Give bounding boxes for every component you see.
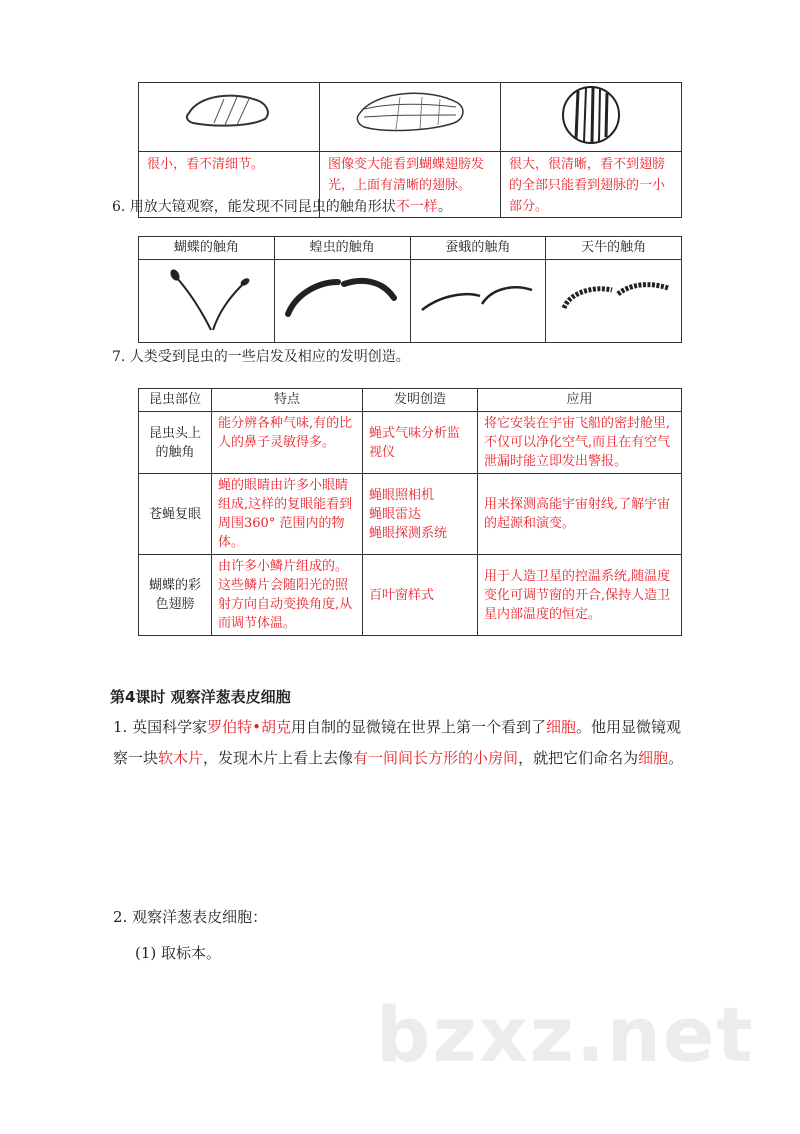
- magnifier-text-1: 很小，看不清细节。: [139, 152, 320, 218]
- table-row: [139, 474, 682, 555]
- row3-invention: 百叶窗样式: [363, 555, 478, 636]
- row1-application: 将它安装在宇宙飞船的密封舱里,不仅可以净化空气,而且在有空气泄漏时能立即发出警报。: [478, 412, 682, 474]
- antennae-table: [138, 236, 682, 343]
- row3-application: 用于人造卫星的控温系统,随温度变化可调节窗的开合,保持人造卫星内部温度的恒定。: [478, 555, 682, 636]
- silkmoth-antennae-image: [410, 260, 546, 343]
- p1-answer-5: 细胞: [638, 749, 669, 767]
- locust-antennae-image: [274, 260, 410, 343]
- antennae-header-locust: 蝗虫的触角: [274, 237, 410, 260]
- row3-feature: 由许多小鳞片组成的。这些鳞片会随阳光的照射方向自动变换角度,从而调节体温。: [212, 555, 363, 636]
- row2-invention: [363, 474, 478, 555]
- antennae-header-butterfly: 蝴蝶的触角: [139, 237, 275, 260]
- p1-text-2: 用自制的显微镜在世界上第一个看到了: [290, 718, 546, 736]
- wing-large-image: [501, 83, 682, 152]
- p1-text-1: 1. 英国科学家: [113, 718, 208, 736]
- antennae-header-longhorn: 天牛的触角: [546, 237, 682, 260]
- magnifier-text-3: 很大，很清晰，看不到翅膀的全部只能看到翅脉的一小部分。: [501, 152, 682, 218]
- question-7: 7. 人类受到昆虫的一些启发及相应的发明创造。: [112, 349, 410, 365]
- butterfly-antennae-image: [139, 260, 275, 343]
- p1-answer-1: 罗伯特•胡克: [207, 718, 291, 736]
- p1-answer-3: 软木片: [158, 749, 204, 767]
- row1-part: 昆虫头上的触角: [139, 412, 212, 474]
- watermark: bzxz.net: [376, 990, 755, 1079]
- row2-invention-line-1: 蝇眼照相机: [369, 487, 435, 503]
- row2-feature: 蝇的眼睛由许多小眼睛组成,这样的复眼能看到周围360° 范围内的物体。: [212, 474, 363, 555]
- invention-header-feature: 特点: [212, 389, 363, 412]
- row2-invention-line-2: 蝇眼雷达: [369, 506, 422, 522]
- magnifier-text-2: 图像变大能看到蝴蝶翅膀发光，上面有清晰的翅脉。: [320, 152, 501, 218]
- wing-medium-image: [320, 83, 501, 152]
- invention-header-invention: 发明创造: [363, 389, 478, 412]
- row2-application: 用来探测高能宇宙射线,了解宇宙的起源和演变。: [478, 474, 682, 555]
- question-6-prefix: 6. 用放大镜观察，能发现不同昆虫的触角形状: [112, 199, 396, 215]
- invention-header-part: 昆虫部位: [139, 389, 212, 412]
- paragraph-3: (1) 取标本。: [135, 944, 222, 962]
- longhorn-antennae-image: [546, 260, 682, 343]
- question-6: [112, 197, 452, 217]
- row1-feature: 能分辨各种气味,有的比人的鼻子灵敏得多。: [212, 412, 363, 474]
- table-row: [139, 555, 682, 636]
- table-row: [139, 83, 682, 152]
- invention-header-application: 应用: [478, 389, 682, 412]
- paragraph-1: [113, 712, 693, 774]
- question-6-answer: 不一样: [395, 199, 438, 215]
- row2-invention-line-3: 蝇眼探测系统: [369, 525, 448, 541]
- paragraph-2: 2. 观察洋葱表皮细胞：: [113, 908, 268, 926]
- table-row: [139, 412, 682, 474]
- p1-text-6: 。: [668, 749, 684, 767]
- p1-answer-4: 有一间间长方形的小房间: [353, 749, 519, 767]
- lesson-title: 第4课时 观察洋葱表皮细胞: [110, 688, 291, 706]
- invention-table: [138, 388, 682, 636]
- antennae-header-silkmoth: 蚕蛾的触角: [410, 237, 546, 260]
- table-row: [139, 237, 682, 260]
- row2-part: 苍蝇复眼: [139, 474, 212, 555]
- table-row: [139, 389, 682, 412]
- p1-text-3: 。他用显微镜观察一块: [113, 718, 681, 767]
- table-row: [139, 260, 682, 343]
- row1-invention: 蝇式气味分析监视仪: [363, 412, 478, 474]
- p1-answer-2: 细胞: [545, 718, 576, 736]
- row3-part: 蝴蝶的彩色翅膀: [139, 555, 212, 636]
- p1-text-4: ，发现木片上看上去像: [203, 749, 354, 767]
- p1-text-5: ，就把它们命名为: [518, 749, 639, 767]
- wing-small-image: [139, 83, 320, 152]
- question-6-suffix: 。: [437, 199, 452, 215]
